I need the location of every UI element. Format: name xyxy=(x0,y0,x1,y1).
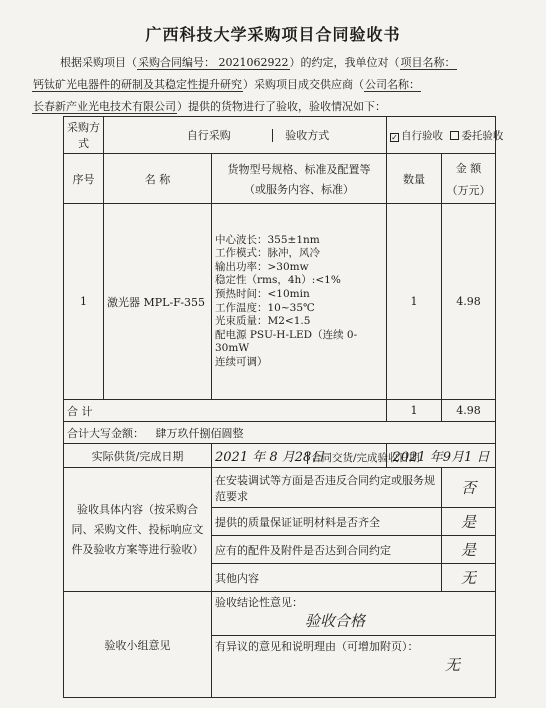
acceptance-method-options xyxy=(387,117,504,154)
check-row-1 xyxy=(64,468,496,508)
check-content-label: 验收具体内容（按采购合同、采购文件、投标响应文件及验收方案等进行验收） xyxy=(64,468,212,592)
intro-line-3 xyxy=(32,96,520,118)
header-row xyxy=(64,154,496,204)
method-row xyxy=(64,117,496,154)
contract-number xyxy=(137,56,290,70)
spec-line: 中心波长：355±1nm xyxy=(215,233,320,246)
conclusion-value: 验收合格 xyxy=(305,612,366,630)
contract-number-value: 2021062922 xyxy=(218,56,289,69)
check-item-text: 提供的质量保证证明材料是否齐全 xyxy=(212,508,442,536)
check-item-result: 无 xyxy=(442,564,496,592)
date-row xyxy=(64,444,496,468)
check-item-text: 在安装调试等方面是否违反合同约定或服务规范要求 xyxy=(212,468,442,508)
spec-line: 连续可调） xyxy=(215,355,268,368)
project-name: 钙钛矿光电器件的研制及其稳定性提升研究 xyxy=(33,78,242,91)
item-amount: 4.98 xyxy=(442,204,496,400)
acceptance-method-label: 验收方式 xyxy=(272,129,341,142)
check-item-result: 是 xyxy=(442,508,496,536)
entrust-accept-label: 委托验收 xyxy=(461,129,504,142)
purchase-method-label: 采购方式 xyxy=(64,117,104,154)
entrust-accept-checkbox[interactable] xyxy=(450,131,459,140)
intro-text-2: ）的约定，我单位对（ xyxy=(289,56,400,69)
header-amount xyxy=(442,154,496,204)
item-no: 1 xyxy=(64,204,104,400)
header-amount-unit: （万元） xyxy=(446,183,491,197)
purchase-method-value xyxy=(104,117,387,154)
header-spec-sub: （或服务内容、标准） xyxy=(244,182,354,196)
item-spec xyxy=(212,204,387,400)
header-no: 序号 xyxy=(64,154,104,204)
header-amount-main: 金 额 xyxy=(455,161,482,175)
actual-date-label: 实际供货/完成日期 xyxy=(64,444,212,468)
intro-line-1 xyxy=(60,52,520,74)
spec-line: 稳定性（rms，4h）:<1% xyxy=(215,274,341,287)
total-row xyxy=(64,400,496,422)
spec-line: 光束质量：M2<1.5 xyxy=(215,315,311,328)
spec-line: 输出功率：>30mw xyxy=(215,260,309,273)
contract-date-label: 合同交货/完成验收日期 xyxy=(307,452,420,464)
header-name: 名 称 xyxy=(104,154,212,204)
project-label: 项目名称： xyxy=(400,56,456,69)
objection-label: 有异议的意见和说明理由（可增加附页）： xyxy=(215,640,419,653)
header-spec-main: 货物型号规格、标准及配置等 xyxy=(227,162,371,176)
total-caps-row xyxy=(64,422,496,444)
supplier-name: 长春新产业光电技术有限公司 xyxy=(33,100,176,113)
item-row xyxy=(64,204,496,400)
objection-cell xyxy=(212,636,496,698)
total-caps xyxy=(64,422,496,444)
total-qty: 1 xyxy=(387,400,442,422)
objection-value: 无 xyxy=(445,656,461,674)
header-spec xyxy=(212,154,387,204)
check-item-result: 否 xyxy=(442,468,496,508)
check-item-text: 应有的配件及附件是否达到合同约定 xyxy=(212,536,442,564)
spec-line: 工作温度：10~35℃ xyxy=(215,301,315,314)
intro-line-2 xyxy=(32,74,520,96)
dates-cell xyxy=(212,444,420,468)
intro-paragraph xyxy=(33,52,520,118)
total-caps-value: 肆万玖仟捌佰圆整 xyxy=(155,426,244,440)
self-accept-label: 自行验收 xyxy=(401,129,443,142)
contract-number-label: 采购合同编号： xyxy=(138,56,215,69)
conclusion-label: 验收结论性意见： xyxy=(215,596,303,609)
total-label: 合 计 xyxy=(64,400,387,422)
item-name: 激光器 MPL-F-355 xyxy=(104,204,212,400)
team-opinion-label: 验收小组意见 xyxy=(64,592,212,698)
team-row-1 xyxy=(64,592,496,636)
document-title: 广西科技大学采购项目合同验收书 xyxy=(145,25,401,44)
self-accept-checkbox[interactable]: ✓ xyxy=(391,132,398,142)
intro-text-4: ）提供的货物进行了验收，验收情况如下： xyxy=(177,100,386,113)
total-caps-label: 合计大写金额： xyxy=(67,426,144,440)
intro-text-3: ）采购项目成交供应商（ xyxy=(243,78,364,91)
conclusion-cell xyxy=(212,592,496,636)
spec-line: 工作模式：脉冲，风冷 xyxy=(215,247,320,260)
supplier-label: 公司名称： xyxy=(365,78,420,91)
total-amount: 4.98 xyxy=(442,400,496,422)
spec-line: 预热时间：<10min xyxy=(215,287,310,300)
actual-date-value: 2021 年 8 月28日 xyxy=(215,450,325,465)
contract-date-value: 2021 年9月1 日 xyxy=(387,444,496,468)
spec-line: 配电源 PSU-H-LED（连续 0-30mW xyxy=(215,328,358,355)
item-qty: 1 xyxy=(387,204,442,400)
check-item-text: 其他内容 xyxy=(212,564,442,592)
purchase-method-text: 自行采购 xyxy=(186,129,231,142)
header-qty: 数量 xyxy=(387,154,442,204)
intro-text-1: 根据采购项目（ xyxy=(60,56,137,69)
acceptance-table xyxy=(63,116,504,698)
check-item-result: 是 xyxy=(442,536,496,564)
